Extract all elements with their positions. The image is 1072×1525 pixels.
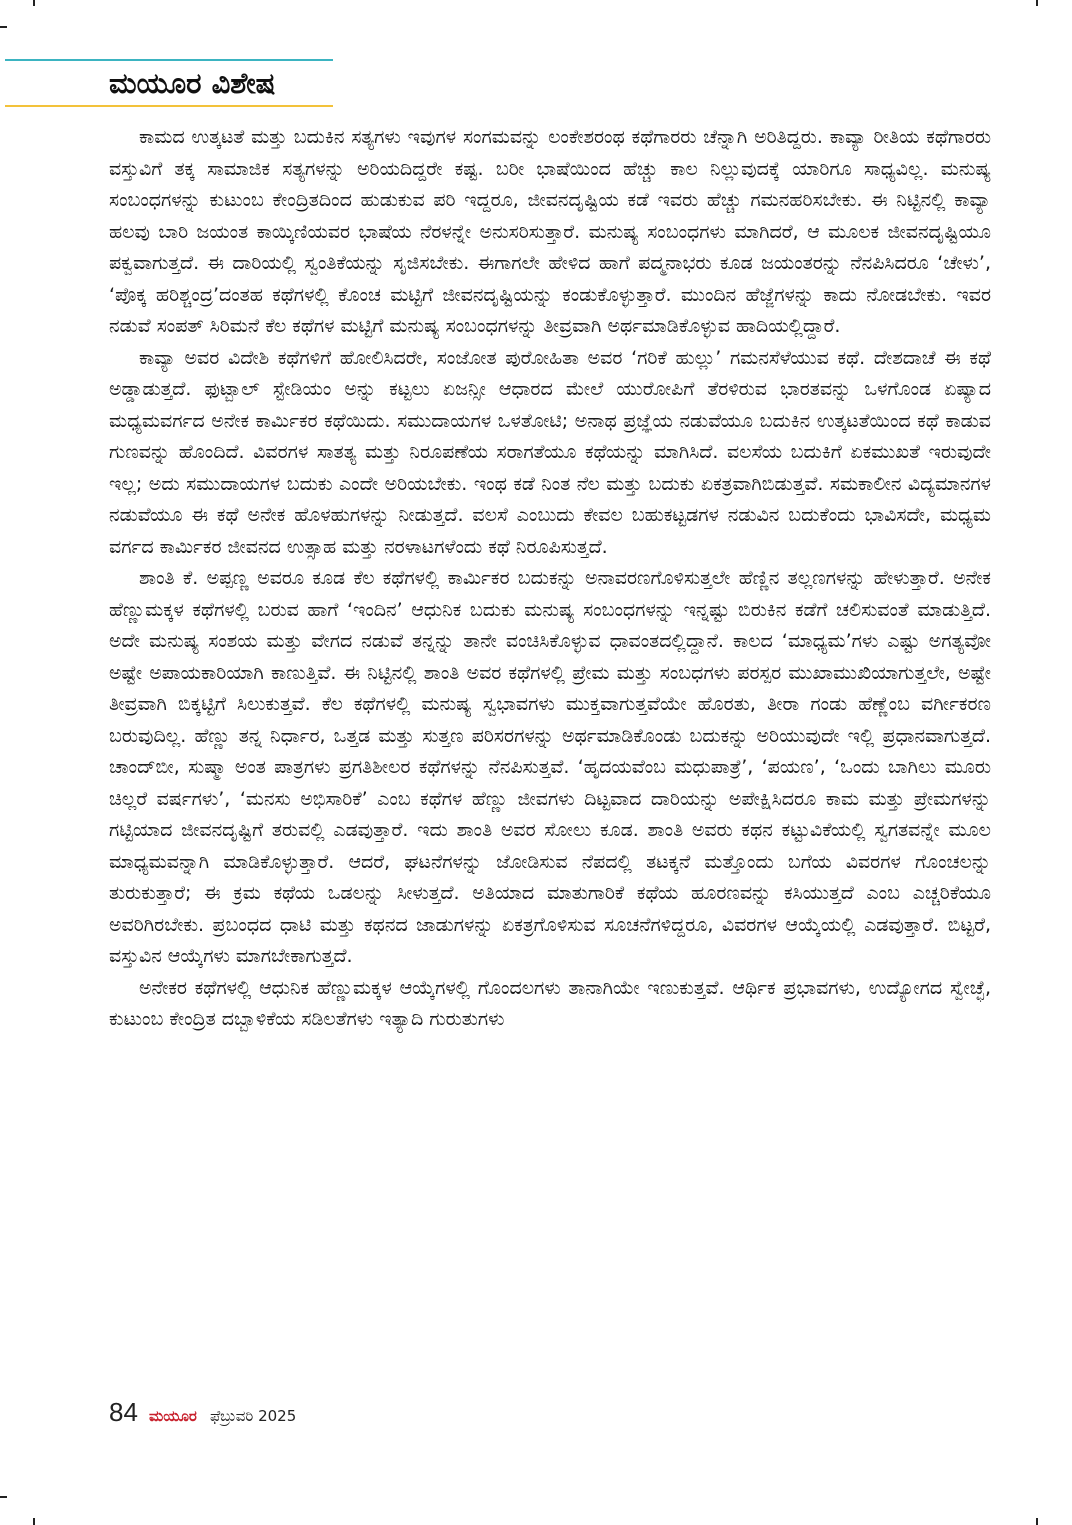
section-title: ಮಯೂರ ವಿಶೇಷ xyxy=(109,66,276,100)
crop-mark-bottom-left-vertical xyxy=(33,1518,35,1525)
page-footer xyxy=(109,1397,296,1427)
article-paragraph-2: ಕಾವ್ಯಾ ಅವರ ವಿದೇಶಿ ಕಥೆಗಳಿಗೆ ಹೋಲಿಸಿದರೇ, ಸಂಜೋತ ಪುರೋಹಿತಾ ಅವರ ‘ಗರಿಕೆ ಹುಲ್ಲು’ ಗಮನಸೆಳೆಯುವ ಕಥೆ. ದೇಶದಾಚೆ ಈ ಕಥೆ ಅಡ್ಡಾಡುತ್ತದೆ. ಫುಟ್ಬಾಲ್ ಸ್ಟೇಡಿಯಂ ಅನ್ನು ಕಟ್ಟಲು ಏಜನ್ಸೀ ಆಧಾರದ ಮೇಲೆ ಯುರೋಪಿಗೆ ತೆರಳಿರುವ ಭಾರತವನ್ನು ಒಳಗೊಂಡ ಏಷ್ಯಾದ ಮಧ್ಯಮವರ್ಗದ ಅನೇಕ ಕಾರ್ಮಿಕರ ಕಥೆಯಿದು. ಸಮುದಾಯಗಳ ಒಳತೋಟಿ; ಅನಾಥ ಪ್ರಜ್ಞೆಯ ನಡುವೆಯೂ ಬದುಕಿನ ಉತ್ಕಟತೆಯಿಂದ ಕಥೆ ಕಾಡುವ ಗುಣವನ್ನು ಹೊಂದಿದೆ. ವಿವರಗಳ ಸಾತತ್ಯ ಮತ್ತು ನಿರೂಪಣೆಯ ಸರಾಗತೆಯೂ ಕಥೆಯನ್ನು ಮಾಗಿಸಿದೆ. ವಲಸೆಯ ಬದುಕಿಗೆ ಏಕಮುಖತೆ ಇರುವುದೇ ಇಲ್ಲ; ಅದು ಸಮುದಾಯಗಳ ಬದುಕು ಎಂದೇ ಅರಿಯಬೇಕು. ಇಂಥ ಕಡೆ ನಿಂತ ನೆಲ ಮತ್ತು ಬದುಕು ಏಕತ್ರವಾಗಿಬಿಡುತ್ತವೆ. ಸಮಕಾಲೀನ ವಿದ್ಯಮಾನಗಳ ನಡುವೆಯೂ ಈ ಕಥೆ ಅನೇಕ ಹೊಳಹುಗಳನ್ನು ನೀಡುತ್ತದೆ. ವಲಸೆ ಎಂಬುದು ಕೇವಲ ಬಹುಕಟ್ಟಡಗಳ ನಡುವಿನ ಬದುಕೆಂದು ಭಾವಿಸದೇ, ಮಧ್ಯಮ ವರ್ಗದ ಕಾರ್ಮಿಕರ ಜೀವನದ ಉತ್ಸಾಹ ಮತ್ತು ನರಳಾಟಗಳೆಂದು ಕಥೆ ನಿರೂಪಿಸುತ್ತದೆ. xyxy=(109,346,991,558)
article-body xyxy=(109,122,991,1036)
crop-mark-top-left xyxy=(0,26,7,28)
crop-mark-bottom-right xyxy=(1036,1518,1038,1525)
crop-mark-top-left-vertical xyxy=(33,0,35,6)
article-paragraph-1: ಕಾಮದ ಉತ್ಕಟತೆ ಮತ್ತು ಬದುಕಿನ ಸತ್ಯಗಳು ಇವುಗಳ ಸಂಗಮವನ್ನು ಲಂಕೇಶರಂಥ ಕಥೆಗಾರರು ಚೆನ್ನಾಗಿ ಅರಿತಿದ್ದರು. ಕಾವ್ಯಾ ರೀತಿಯ ಕಥೆಗಾರರು ವಸ್ತುವಿಗೆ ತಕ್ಕ ಸಾಮಾಜಿಕ ಸತ್ಯಗಳನ್ನು ಅರಿಯದಿದ್ದರೇ ಕಷ್ಟ. ಬರೀ ಭಾಷೆಯಿಂದ ಹೆಚ್ಚು ಕಾಲ ನಿಲ್ಲುವುದಕ್ಕೆ ಯಾರಿಗೂ ಸಾಧ್ಯವಿಲ್ಲ. ಮನುಷ್ಯ ಸಂಬಂಧಗಳನ್ನು ಕುಟುಂಬ ಕೇಂದ್ರಿತದಿಂದ ಹುಡುಕುವ ಪರಿ ಇದ್ದರೂ, ಜೀವನದೃಷ್ಟಿಯ ಕಡೆ ಇವರು ಹೆಚ್ಚು ಗಮನಹರಿಸಬೇಕು. ಈ ನಿಟ್ಟಿನಲ್ಲಿ ಕಾವ್ಯಾ ಹಲವು ಬಾರಿ ಜಯಂತ ಕಾಯ್ಕಿಣಿಯವರ ಭಾಷೆಯ ನೆರಳನ್ನೇ ಅನುಸರಿಸುತ್ತಾರೆ. ಮನುಷ್ಯ ಸಂಬಂಧಗಳು ಮಾಗಿದರೆ, ಆ ಮೂಲಕ ಜೀವನದೃಷ್ಟಿಯೂ ಪಕ್ವವಾಗುತ್ತದೆ. ಈ ದಾರಿಯಲ್ಲಿ ಸ್ವಂತಿಕೆಯನ್ನು ಸೃಜಿಸಬೇಕು. ಈಗಾಗಲೇ ಹೇಳಿದ ಹಾಗೆ ಪದ್ಮನಾಭರು ಕೂಡ ಜಯಂತರನ್ನು ನೆನಪಿಸಿದರೂ ‘ಚೇಳು’, ‘ಪೊಕ್ಕ ಹರಿಶ್ಚಂದ್ರ’ದಂತಹ ಕಥೆಗಳಲ್ಲಿ ಕೊಂಚ ಮಟ್ಟಿಗೆ ಜೀವನದೃಷ್ಟಿಯನ್ನು ಕಂಡುಕೊಳ್ಳುತ್ತಾರೆ. ಮುಂದಿನ ಹೆಜ್ಜೆಗಳನ್ನು ಕಾದು ನೋಡಬೇಕು. ಇವರ ನಡುವೆ ಸಂಪತ್ ಸಿರಿಮನೆ ಕೆಲ ಕಥೆಗಳ ಮಟ್ಟಿಗೆ ಮನುಷ್ಯ ಸಂಬಂಧಗಳನ್ನು ತೀವ್ರವಾಗಿ ಅರ್ಥಮಾಡಿಕೊಳ್ಳುವ ಹಾದಿಯಲ್ಲಿದ್ದಾರೆ. xyxy=(109,126,991,337)
section-header xyxy=(5,59,333,107)
issue-date: ಫೆಬ್ರುವರಿ 2025 xyxy=(209,1407,297,1425)
header-rule-top xyxy=(5,59,333,61)
article-paragraph-4: ಅನೇಕರ ಕಥೆಗಳಲ್ಲಿ ಆಧುನಿಕ ಹೆಣ್ಣುಮಕ್ಕಳ ಆಯ್ಕೆಗಳಲ್ಲಿ ಗೊಂದಲಗಳು ತಾನಾಗಿಯೇ ಇಣುಕುತ್ತವೆ. ಆರ್ಥಿಕ ಪ್ರಭಾವಗಳು, ಉದ್ಯೋಗದ ಸ್ವೇಚ್ಛೆ, ಕುಟುಂಬ ಕೇಂದ್ರಿತ ದಬ್ಬಾಳಿಕೆಯ ಸಡಿಲತೆಗಳು ಇತ್ಯಾದಿ ಗುರುತುಗಳು xyxy=(109,976,991,1030)
crop-mark-top-right xyxy=(1036,0,1038,6)
page-number: 84 xyxy=(109,1397,138,1427)
header-rule-bottom xyxy=(5,105,333,107)
article-paragraph-3: ಶಾಂತಿ ಕೆ. ಅಪ್ಪಣ್ಣ ಅವರೂ ಕೂಡ ಕೆಲ ಕಥೆಗಳಲ್ಲಿ ಕಾರ್ಮಿಕರ ಬದುಕನ್ನು ಅನಾವರಣಗೊಳಿಸುತ್ತಲೇ ಹೆಣ್ಣಿನ ತಲ್ಲಣಗಳನ್ನು ಹೇಳುತ್ತಾರೆ. ಅನೇಕ ಹೆಣ್ಣುಮಕ್ಕಳ ಕಥೆಗಳಲ್ಲಿ ಬರುವ ಹಾಗೆ ‘ಇಂದಿನ’ ಆಧುನಿಕ ಬದುಕು ಮನುಷ್ಯ ಸಂಬಂಧಗಳನ್ನು ಇನ್ನಷ್ಟು ಬಿರುಕಿನ ಕಡೆಗೆ ಚಲಿಸುವಂತೆ ಮಾಡುತ್ತಿದೆ. ಅದೇ ಮನುಷ್ಯ ಸಂಶಯ ಮತ್ತು ವೇಗದ ನಡುವೆ ತನ್ನನ್ನು ತಾನೇ ವಂಚಿಸಿಕೊಳ್ಳುವ ಧಾವಂತದಲ್ಲಿದ್ದಾನೆ. ಕಾಲದ ‘ಮಾಧ್ಯಮ’ಗಳು ಎಷ್ಟು ಅಗತ್ಯವೋ ಅಷ್ಟೇ ಅಪಾಯಕಾರಿಯಾಗಿ ಕಾಣುತ್ತಿವೆ. ಈ ನಿಟ್ಟಿನಲ್ಲಿ ಶಾಂತಿ ಅವರ ಕಥೆಗಳಲ್ಲಿ ಪ್ರೇಮ ಮತ್ತು ಸಂಬಧಗಳು ಪರಸ್ಪರ ಮುಖಾಮುಖಿಯಾಗುತ್ತಲೇ, ಅಷ್ಟೇ ತೀವ್ರವಾಗಿ ಬಿಕ್ಕಟ್ಟಿಗೆ ಸಿಲುಕುತ್ತವೆ. ಕೆಲ ಕಥೆಗಳಲ್ಲಿ ಮನುಷ್ಯ ಸ್ವಭಾವಗಳು ಮುಕ್ತವಾಗುತ್ತವೆಯೇ ಹೊರತು, ತೀರಾ ಗಂಡು ಹೆಣ್ಣೆಂಬ ವರ್ಗೀಕರಣ ಬರುವುದಿಲ್ಲ. ಹೆಣ್ಣು ತನ್ನ ನಿರ್ಧಾರ, ಒತ್ತಡ ಮತ್ತು ಸುತ್ತಣ ಪರಿಸರಗಳನ್ನು ಅರ್ಥಮಾಡಿಕೊಂಡು ಬದುಕನ್ನು ಅರಿಯುವುದೇ ಇಲ್ಲಿ ಪ್ರಧಾನವಾಗುತ್ತದೆ. ಚಾಂದ್‌ಬೀ, ಸುಷ್ಮಾ ಅಂತ ಪಾತ್ರಗಳು ಪ್ರಗತಿಶೀಲರ ಕಥೆಗಳನ್ನು ನೆನಪಿಸುತ್ತವೆ. ‘ಹೃದಯವೆಂಬ ಮಧುಪಾತ್ರೆ’, ‘ಪಯಣ’, ‘ಒಂದು ಬಾಗಿಲು ಮೂರು ಚಿಲ್ಲರೆ ವರ್ಷಗಳು’, ‘ಮನಸು ಅಭಿಸಾರಿಕೆ’ ಎಂಬ ಕಥೆಗಳ ಹೆಣ್ಣು ಜೀವಗಳು ದಿಟ್ಟವಾದ ದಾರಿಯನ್ನು ಅಪೇಕ್ಷಿಸಿದರೂ ಕಾಮ ಮತ್ತು ಪ್ರೇಮಗಳನ್ನು ಗಟ್ಟಿಯಾದ ಜೀವನದೃಷ್ಟಿಗೆ ತರುವಲ್ಲಿ ಎಡವುತ್ತಾರೆ. ಇದು ಶಾಂತಿ ಅವರ ಸೋಲು ಕೂಡ. ಶಾಂತಿ ಅವರು ಕಥನ ಕಟ್ಟುವಿಕೆಯಲ್ಲಿ ಸ್ವಗತವನ್ನೇ ಮೂಲ ಮಾಧ್ಯಮವನ್ನಾಗಿ ಮಾಡಿಕೊಳ್ಳುತ್ತಾರೆ. ಆದರೆ, ಘಟನೆಗಳನ್ನು ಜೋಡಿಸುವ ನೆಪದಲ್ಲಿ ತಟಕ್ಕನೆ ಮತ್ತೊಂದು ಬಗೆಯ ವಿವರಗಳ ಗೊಂಚಲನ್ನು ತುರುಕುತ್ತಾರೆ; ಈ ಕ್ರಮ ಕಥೆಯ ಒಡಲನ್ನು ಸೀಳುತ್ತದೆ. ಅತಿಯಾದ ಮಾತುಗಾರಿಕೆ ಕಥೆಯ ಹೂರಣವನ್ನು ಕಸಿಯುತ್ತದೆ ಎಂಬ ಎಚ್ಚರಿಕೆಯೂ ಅವರಿಗಿರಬೇಕು. ಪ್ರಬಂಧದ ಧಾಟಿ ಮತ್ತು ಕಥನದ ಜಾಡುಗಳನ್ನು ಏಕತ್ರಗೊಳಿಸುವ ಸೂಚನೆಗಳಿದ್ದರೂ, ವಿವರಗಳ ಆಯ್ಕೆಯಲ್ಲಿ ಎಡವುತ್ತಾರೆ. ಬಿಟ್ಟರೆ, ವಸ್ತುವಿನ ಆಯ್ಕೆಗಳು ಮಾಗಬೇಕಾಗುತ್ತದೆ. xyxy=(109,567,991,967)
magazine-logo: ಮಯೂರ xyxy=(149,1407,197,1425)
crop-mark-bottom-left xyxy=(0,1496,7,1498)
